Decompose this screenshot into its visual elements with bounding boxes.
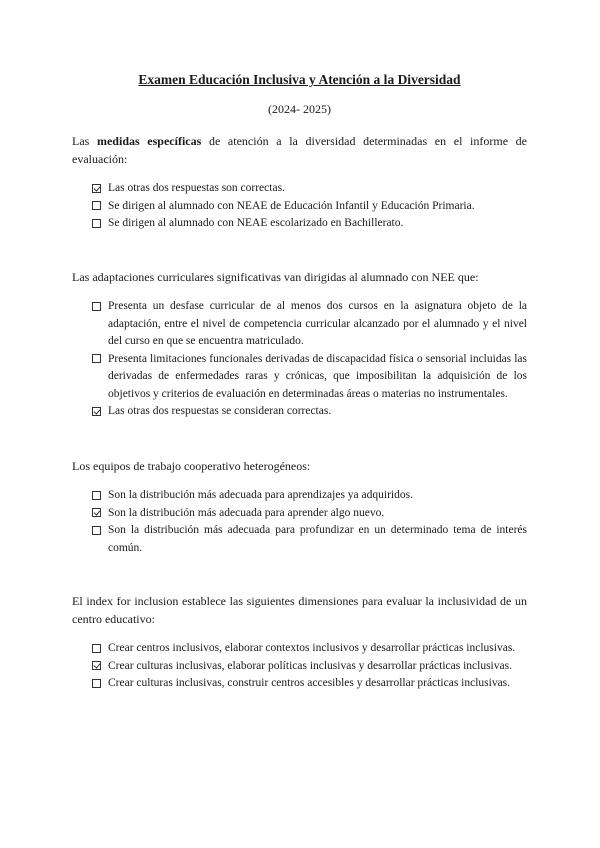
option-item[interactable]	[92, 298, 527, 351]
option-item[interactable]	[92, 180, 527, 198]
option-item[interactable]	[92, 522, 527, 557]
option-item[interactable]	[92, 675, 527, 693]
option-label: Las otras dos respuestas se consideran correctas.	[108, 405, 332, 417]
checkbox[interactable]	[92, 184, 101, 193]
question-1-prefix: Las	[72, 134, 97, 148]
page-title: Examen Educación Inclusiva y Atención a la Diversidad	[138, 72, 461, 87]
checkbox[interactable]	[92, 407, 101, 416]
exam-page	[72, 70, 527, 693]
option-item[interactable]	[92, 505, 527, 523]
option-label: Se dirigen al alumnado con NEAE de Educación Infantil y Educación Primaria.	[108, 199, 475, 212]
question-2: Las adaptaciones curriculares significativas van dirigidas al alumnado con NEE que:	[72, 269, 479, 284]
option-label: Crear culturas inclusivas, construir centros accesibles y desarrollar prácticas inclusivas.	[108, 677, 511, 689]
question-3: Los equipos de trabajo cooperativo heterogéneos:	[72, 458, 311, 473]
option-label: Son la distribución más adecuada para aprendizajes ya adquiridos.	[108, 489, 413, 501]
checkbox[interactable]	[92, 508, 101, 517]
checkbox[interactable]	[92, 679, 101, 688]
question-2-options	[72, 298, 527, 421]
checkbox[interactable]	[92, 661, 101, 670]
page-subtitle: (2024- 2025)	[268, 102, 331, 116]
option-item[interactable]	[92, 658, 527, 676]
option-label: Se dirigen al alumnado con NEAE escolarizado en Bachillerato.	[108, 217, 404, 229]
option-item[interactable]	[92, 215, 527, 233]
question-4: El index for inclusion establece las siguientes dimensiones para evaluar la inclusividad de un centro educativo:	[72, 594, 527, 626]
option-label: Son la distribución más adecuada para aprender algo nuevo.	[108, 506, 385, 519]
checkbox[interactable]	[92, 491, 101, 500]
option-item[interactable]	[92, 403, 527, 421]
option-label: Crear centros inclusivos, elaborar contextos inclusivos y desarrollar prácticas inclusivas.	[108, 642, 516, 654]
option-label: Crear culturas inclusivas, elaborar políticas inclusivas y desarrollar prácticas inclusivas.	[108, 659, 512, 672]
option-label: Presenta limitaciones funcionales derivadas de discapacidad física o sensorial incluidas las derivadas de enfermedades raras y crónicas, que imposibilitan la adquisición de los objetivos y criterios de evaluación en determinadas áreas o materias no instrumentales.	[108, 352, 527, 400]
question-1-suffix: de atención a la diversidad determinadas en el informe de evaluación:	[72, 134, 528, 166]
option-item[interactable]	[92, 487, 527, 505]
option-item[interactable]	[92, 351, 527, 404]
question-4-options	[72, 640, 527, 693]
option-item[interactable]	[92, 640, 527, 658]
option-label: Las otras dos respuestas son correctas.	[108, 182, 285, 194]
option-label: Presenta un desfase curricular de al menos dos cursos en la asignatura objeto de la adaptación, entre el nivel de competencia curricular alcanzado por el alumnado y el nivel del curso en que se encuentra matriculado.	[108, 300, 527, 347]
question-1	[72, 133, 527, 168]
question-3-options	[72, 487, 527, 557]
checkbox[interactable]	[92, 354, 101, 363]
option-item[interactable]	[92, 198, 527, 216]
checkbox[interactable]	[92, 644, 101, 653]
checkbox[interactable]	[92, 201, 101, 210]
question-1-bold: medidas específicas	[96, 134, 202, 148]
option-label: Son la distribución más adecuada para profundizar en un determinado tema de interés común.	[108, 524, 527, 554]
question-1-options	[72, 180, 527, 233]
checkbox[interactable]	[92, 302, 101, 311]
checkbox[interactable]	[92, 526, 101, 535]
checkbox[interactable]	[92, 219, 101, 228]
